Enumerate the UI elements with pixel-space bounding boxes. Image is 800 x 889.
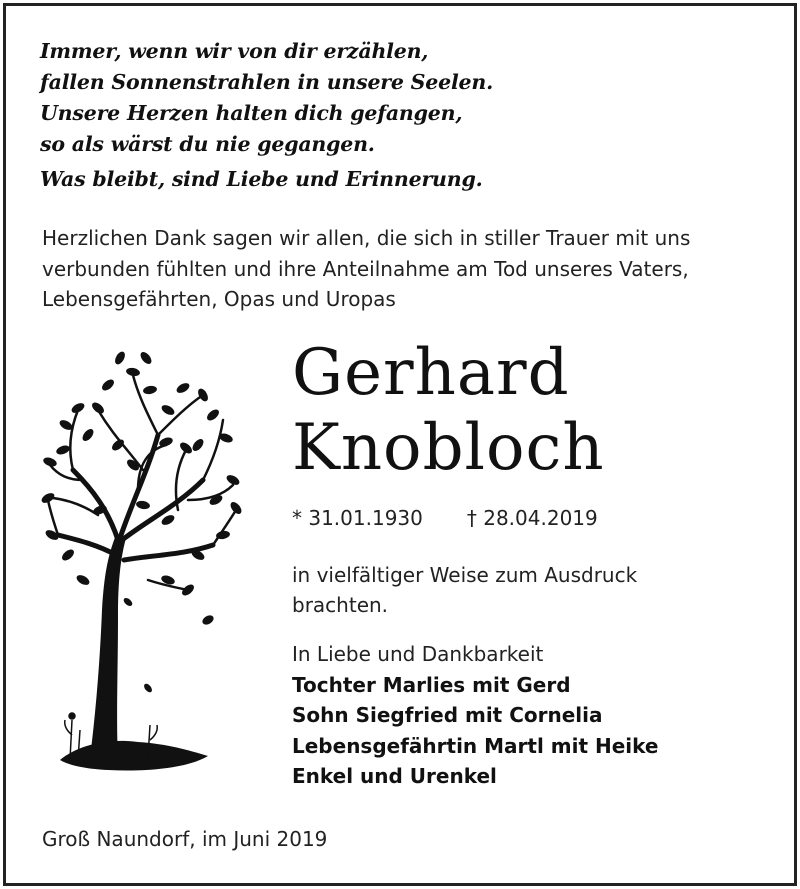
tree-icon xyxy=(38,340,243,780)
life-dates xyxy=(292,506,598,530)
death-date: † 28.04.2019 xyxy=(466,506,598,530)
poem xyxy=(40,36,493,195)
body-line: brachten. xyxy=(292,593,389,617)
body-text xyxy=(292,560,637,620)
poem-line: so als wärst du nie gegangen. xyxy=(40,132,375,156)
body-line: in vielfältiger Weise zum Ausdruck xyxy=(292,563,638,587)
signature-block xyxy=(292,639,658,792)
intro-line: Lebensgefährten, Opas und Uropas xyxy=(42,287,396,311)
mourner: Enkel und Urenkel xyxy=(292,764,497,788)
last-name: Knobloch xyxy=(292,411,605,485)
first-name: Gerhard xyxy=(292,336,570,410)
birth-date: * 31.01.1930 xyxy=(292,506,423,530)
poem-line: fallen Sonnenstrahlen in unsere Seelen. xyxy=(40,70,494,94)
mourner: Lebensgefährtin Martl mit Heike xyxy=(292,733,659,758)
place-date: Groß Naundorf, im Juni 2019 xyxy=(42,827,328,851)
deceased-name xyxy=(292,336,605,486)
greeting: In Liebe und Dankbarkeit xyxy=(292,642,544,666)
mourner: Tochter Marlies mit Gerd xyxy=(292,672,571,697)
mourner: Sohn Siegfried mit Cornelia xyxy=(292,703,603,727)
intro-text xyxy=(42,223,762,315)
poem-line: Immer, wenn wir von dir erzählen, xyxy=(40,39,429,63)
intro-line: verbunden fühlten und ihre Anteilnahme am Tod unseres Vaters, xyxy=(42,256,689,281)
poem-closing-line: Was bleibt, sind Liebe und Erinnerung. xyxy=(40,167,483,191)
poem-line: Unsere Herzen halten dich gefangen, xyxy=(40,101,463,125)
intro-line: Herzlichen Dank sagen wir allen, die sich in stiller Trauer mit uns xyxy=(42,226,691,250)
